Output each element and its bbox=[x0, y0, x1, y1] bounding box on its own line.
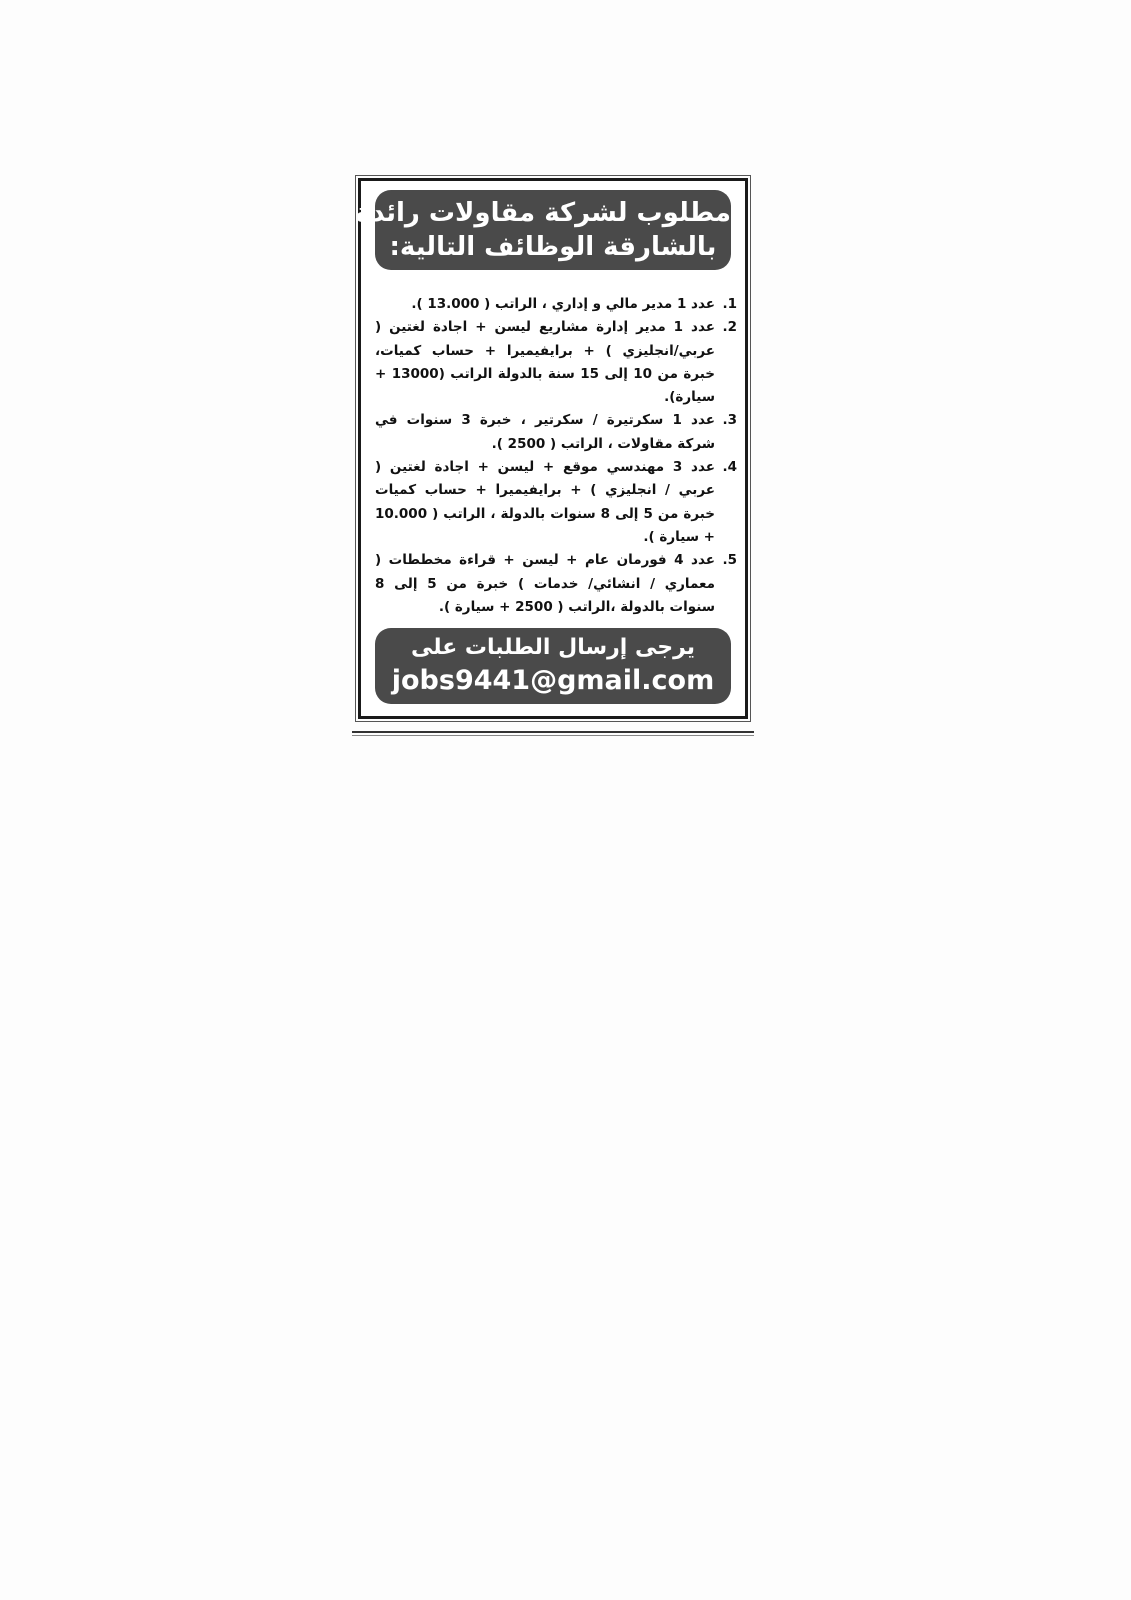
job-description: عدد 3 مهندسي موقع + ليسن + اجادة لغتين ( عربي / انجليزي ) + برايفيميرا + حساب كميات خبرة من 5 إلى 8 سنوات بالدولة ، الراتب ( 10.000 + سيارة ). bbox=[375, 459, 715, 545]
job-item-1 bbox=[375, 293, 737, 316]
job-number: 3. bbox=[722, 412, 737, 429]
job-description: عدد 1 مدير إدارة مشاريع ليسن + اجادة لغتين ( عربي/انجليزي ) + برايفيميرا + حساب كميات، خبرة من 10 إلى 15 سنة بالدولة الراتب (13000 + سيارة). bbox=[375, 319, 715, 406]
job-number: 2. bbox=[722, 319, 737, 336]
ad-header-line-2: بالشارقة الوظائف التالية: bbox=[389, 232, 717, 262]
job-item-2 bbox=[375, 316, 737, 409]
ad-footer-banner bbox=[375, 628, 731, 704]
job-description: عدد 1 سكرتيرة / سكرتير ، خبرة 3 سنوات في شركة مقاولات ، الراتب ( 2500 ). bbox=[375, 412, 716, 452]
ad-header-line-1: مطلوب لشركة مقاولات رائدة bbox=[355, 198, 731, 228]
clipping-bottom-rule bbox=[352, 731, 754, 733]
job-advertisement bbox=[355, 178, 748, 719]
job-item-3 bbox=[375, 409, 737, 456]
clipping-bottom-rule-thin bbox=[352, 735, 754, 736]
ad-header-banner bbox=[355, 190, 731, 270]
job-number: 4. bbox=[722, 459, 737, 476]
job-item-5 bbox=[375, 549, 737, 619]
job-description: عدد 4 فورمان عام + ليسن + قراءة مخططات ( معماري / انشائي/ خدمات ) خبرة من 5 إلى 8 سنوات بالدولة ،الراتب ( 2500 + سيارة ). bbox=[375, 552, 715, 615]
job-number: 5. bbox=[722, 552, 737, 569]
job-description: عدد 1 مدير مالي و إداري ، الراتب ( 13.000 ). bbox=[411, 296, 715, 312]
contact-email: jobs9441@gmail.com bbox=[391, 665, 715, 696]
apply-instruction: يرجى إرسال الطلبات على bbox=[410, 635, 696, 660]
job-item-4 bbox=[375, 456, 737, 549]
job-number: 1. bbox=[722, 296, 737, 312]
job-list bbox=[375, 293, 737, 619]
